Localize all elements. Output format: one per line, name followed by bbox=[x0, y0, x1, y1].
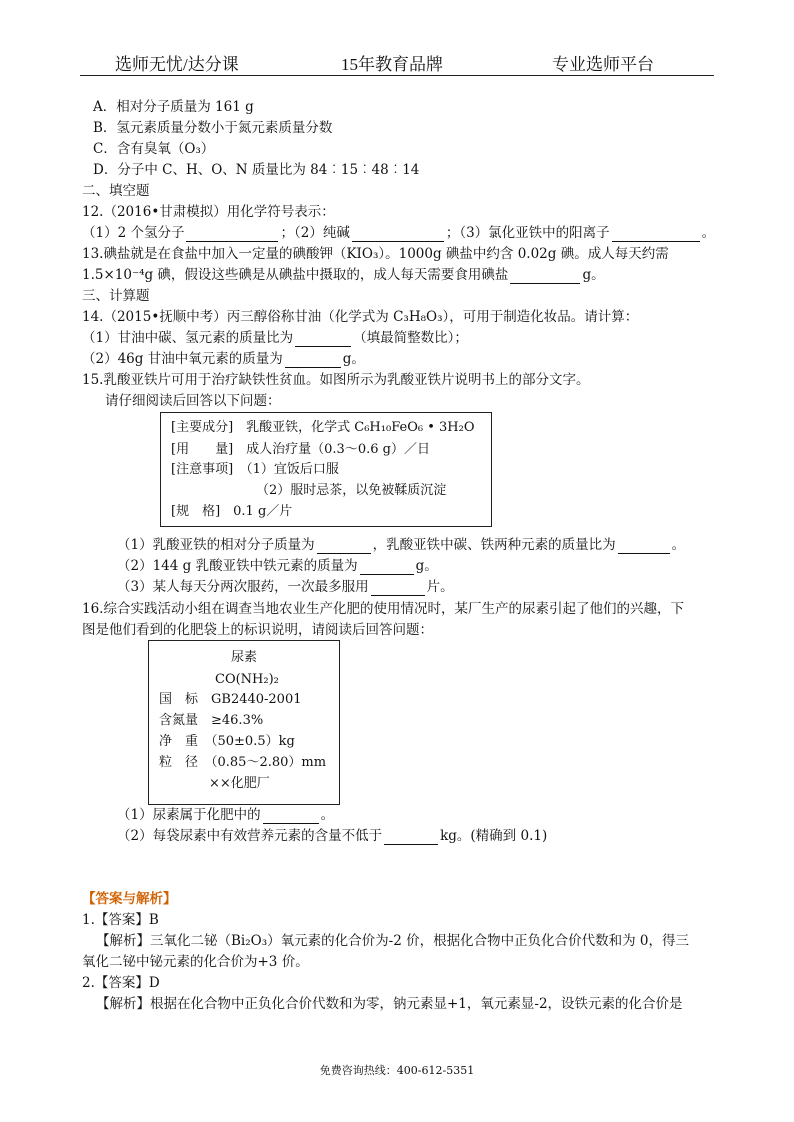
q12-stem: 12.（2016•甘肃模拟）用化学符号表示： bbox=[82, 204, 335, 220]
q11-option-a: A．相对分子质量为 161 g bbox=[93, 99, 254, 115]
medicine-label-box bbox=[160, 412, 492, 527]
answer-2: 2.【答案】D bbox=[82, 975, 160, 991]
q16-part1-end: 。 bbox=[320, 807, 335, 823]
q16-part1-text: （1）尿素属于化肥中的 bbox=[117, 807, 261, 823]
label-ingredient: [主要成分] 乳酸亚铁，化学式 C₆H₁₀FeO₆ • 3H₂O bbox=[171, 420, 475, 435]
q15-part3 bbox=[117, 578, 454, 596]
q15-part2-text: （2）144 g 乳酸亚铁中铁元素的质量为 bbox=[117, 558, 358, 574]
q13-unit: g。 bbox=[582, 267, 605, 283]
label-notes: [注意事项] （1）宜饭后口服 bbox=[171, 462, 339, 477]
q15-blank2[interactable] bbox=[618, 539, 670, 554]
q16-line2: 图是他们看到的化肥袋上的标识说明，请阅读后回答问题： bbox=[82, 622, 433, 638]
fertilizer-label-box bbox=[148, 640, 340, 805]
q12-part1: （1）2 个氢分子 bbox=[82, 225, 185, 241]
header-divider bbox=[80, 75, 714, 76]
label-spec: [规 格] 0.1 g／片 bbox=[171, 504, 293, 519]
answers-title: 【答案与解析】 bbox=[82, 891, 177, 907]
fertilizer-name: 尿素 bbox=[231, 650, 258, 665]
q16-line1: 16.综合实践活动小组在调查当地农业生产化肥的使用情况时，某厂生产的尿素引起了他们的兴趣，下 bbox=[82, 601, 684, 617]
q15-part2 bbox=[117, 557, 438, 575]
header-right: 专业选师平台 bbox=[552, 55, 654, 74]
q15-part3-unit: 片。 bbox=[426, 579, 454, 595]
q15-part1 bbox=[117, 536, 685, 554]
q13-blank[interactable] bbox=[510, 269, 580, 284]
q14-part2-unit: g。 bbox=[342, 351, 365, 367]
fertilizer-weight: 净 重 （50±0.5）kg bbox=[159, 734, 295, 749]
q14-part2-text: （2）46g 甘油中氧元素的质量为 bbox=[82, 351, 283, 367]
q14-blank2[interactable] bbox=[285, 353, 341, 368]
fertilizer-size: 粒 径 （0.85～2.80）mm bbox=[159, 755, 327, 770]
q12-blank2[interactable] bbox=[352, 227, 444, 242]
q14-stem: 14.（2015•抚顺中考）丙三醇俗称甘油（化学式为 C₃H₈O₃），可用于制造化妆品。请计算： bbox=[82, 309, 639, 325]
q14-part1-note: （填最简整数比）； bbox=[353, 330, 468, 346]
q14-part1 bbox=[82, 329, 468, 347]
explanation-2: 【解析】根据在化合物中正负化合价代数和为零，钠元素显+1，氧元素显-2，设铁元素的化合价是 bbox=[96, 996, 683, 1012]
header-center: 15年教育品牌 bbox=[341, 55, 443, 74]
q15-blank1[interactable] bbox=[317, 539, 371, 554]
q11-option-d: D．分子中 C、H、O、N 质量比为 84︰15︰48︰14 bbox=[93, 162, 420, 178]
q15-stem2: 请仔细阅读后回答以下问题： bbox=[105, 393, 281, 409]
q16-part2-unit: kg。(精确到 0.1) bbox=[440, 828, 548, 844]
q14-part2 bbox=[82, 350, 365, 368]
footer-hotline: 免费咨询热线：400-612-5351 bbox=[319, 1064, 475, 1077]
q14-blank1[interactable] bbox=[295, 332, 351, 347]
q15-part1-end: 。 bbox=[671, 537, 686, 553]
q16-part1 bbox=[117, 806, 334, 824]
q16-blank2[interactable] bbox=[384, 830, 438, 845]
label-notes-2: （2）服时忌茶，以免被鞣质沉淀 bbox=[256, 483, 447, 498]
q11-option-c: C．含有臭氧（O₃） bbox=[93, 141, 215, 157]
section-heading-calc: 三、计算题 bbox=[82, 288, 150, 304]
q15-stem: 15.乳酸亚铁片可用于治疗缺铁性贫血。如图所示为乳酸亚铁片说明书上的部分文字。 bbox=[82, 372, 590, 388]
q11-option-b: B．氢元素质量分数小于氮元素质量分数 bbox=[93, 120, 333, 136]
q15-part2-unit: g。 bbox=[415, 558, 438, 574]
q13-text: 1.5×10⁻⁴g 碘，假设这些碘是从碘盐中摄取的，成人每天需要食用碘盐 bbox=[82, 267, 509, 283]
fertilizer-nitrogen: 含氮量 ≥46.3% bbox=[159, 713, 264, 728]
q12-part3: ；（3）氯化亚铁中的阳离子 bbox=[445, 225, 610, 241]
q12-blank3[interactable] bbox=[612, 227, 700, 242]
q15-part3-text: （3）某人每天分两次服药，一次最多服用 bbox=[117, 579, 369, 595]
q12-part2: ；（2）纯碱 bbox=[280, 225, 350, 241]
q15-blank3[interactable] bbox=[360, 560, 414, 575]
q12-end: 。 bbox=[701, 225, 716, 241]
explanation-1a: 【解析】三氧化二铋（Bi₂O₃）氧元素的化合价为-2 价，根据化合物中正负化合价代数和为 0，得三 bbox=[96, 933, 689, 949]
q15-blank4[interactable] bbox=[371, 581, 425, 596]
fertilizer-formula: CO(NH₂)₂ bbox=[215, 672, 279, 687]
q13-line2 bbox=[82, 266, 605, 284]
q16-part2 bbox=[117, 827, 547, 845]
section-heading-fill: 二、填空题 bbox=[82, 183, 150, 199]
q16-part2-text: （2）每袋尿素中有效营养元素的含量不低于 bbox=[117, 828, 383, 844]
fertilizer-standard: 国 标 GB2440-2001 bbox=[159, 692, 302, 707]
explanation-1b: 氧化二铋中铋元素的化合价为+3 价。 bbox=[82, 954, 309, 970]
fertilizer-factory: ××化肥厂 bbox=[209, 776, 270, 791]
label-dosage: [用 量] 成人治疗量（0.3～0.6 g）／日 bbox=[171, 442, 430, 457]
header-left: 选师无忧/达分课 bbox=[115, 55, 239, 74]
q15-part1-text: （1）乳酸亚铁的相对分子质量为 bbox=[117, 537, 315, 553]
q15-part1-text2: ，乳酸亚铁中碳、铁两种元素的质量比为 bbox=[372, 537, 616, 553]
page-header bbox=[115, 50, 715, 72]
q12-parts bbox=[82, 224, 715, 242]
q12-blank1[interactable] bbox=[186, 227, 278, 242]
answer-1: 1.【答案】B bbox=[82, 912, 159, 928]
q14-part1-text: （1）甘油中碳、氢元素的质量比为 bbox=[82, 330, 294, 346]
q16-blank1[interactable] bbox=[263, 809, 319, 824]
q13-line1: 13.碘盐就是在食盐中加入一定量的碘酸钾（KIO₃）。1000g 碘盐中约含 0.02g 碘。成人每天约需 bbox=[82, 246, 669, 262]
